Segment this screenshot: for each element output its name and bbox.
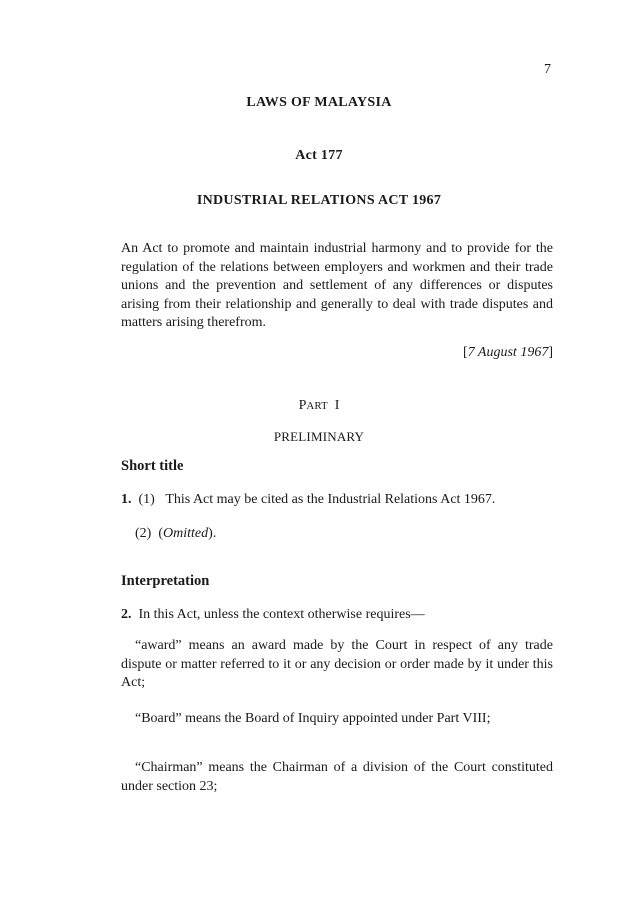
section-2-number: 2. xyxy=(121,607,132,622)
part-name: PRELIMINARY xyxy=(273,429,365,444)
date-close-bracket: ] xyxy=(548,345,553,360)
section-2-intro xyxy=(121,606,553,625)
date-text: 7 August 1967 xyxy=(467,345,549,360)
enactment-date xyxy=(121,345,553,361)
section-heading-short-title: Short title xyxy=(121,458,184,474)
date-open-bracket: [ xyxy=(463,345,468,360)
section-1-number: 1. xyxy=(121,492,132,507)
subsection-2-label: (2) xyxy=(135,526,152,541)
subsection-2-open: ( xyxy=(158,526,163,541)
subsection-1-text: This Act may be cited as the Industrial Relations Act 1967. xyxy=(165,492,496,507)
section-1-subsection-2 xyxy=(121,525,553,544)
definition-chairman: “Chairman” means the Chairman of a division of the Court constituted under section 23; xyxy=(121,760,553,794)
part-numeral: I xyxy=(334,398,340,413)
part-word-first: P xyxy=(298,398,307,413)
definition-award: “award” means an award made by the Court in respect of any trade dispute or matter referred to it or any decision or order made by it under this Act; xyxy=(121,638,553,690)
section-2-intro-text: In this Act, unless the context otherwise requires— xyxy=(138,607,425,622)
definition-board: “Board” means the Board of Inquiry appointed under Part VIII; xyxy=(135,711,491,726)
section-1-subsection-1 xyxy=(121,491,553,510)
part-word-rest: ART xyxy=(306,400,328,412)
act-number: Act 177 xyxy=(295,148,343,163)
section-heading-interpretation: Interpretation xyxy=(121,573,210,589)
preamble: An Act to promote and maintain industrial harmony and to provide for the regulation of the relations between employers and workmen and their trade unions and the prevention and settlement of any differences or disputes arising from their relationship and generally to deal with trade disputes and matters arising therefrom. xyxy=(121,241,553,330)
page-number: 7 xyxy=(544,62,551,77)
act-title: INDUSTRIAL RELATIONS ACT 1967 xyxy=(196,193,442,208)
subsection-1-label: (1) xyxy=(138,492,155,507)
subsection-2-text: Omitted xyxy=(163,526,209,541)
part-heading xyxy=(0,398,638,414)
laws-heading: LAWS OF MALAYSIA xyxy=(246,95,392,110)
subsection-2-close: ). xyxy=(208,526,217,541)
